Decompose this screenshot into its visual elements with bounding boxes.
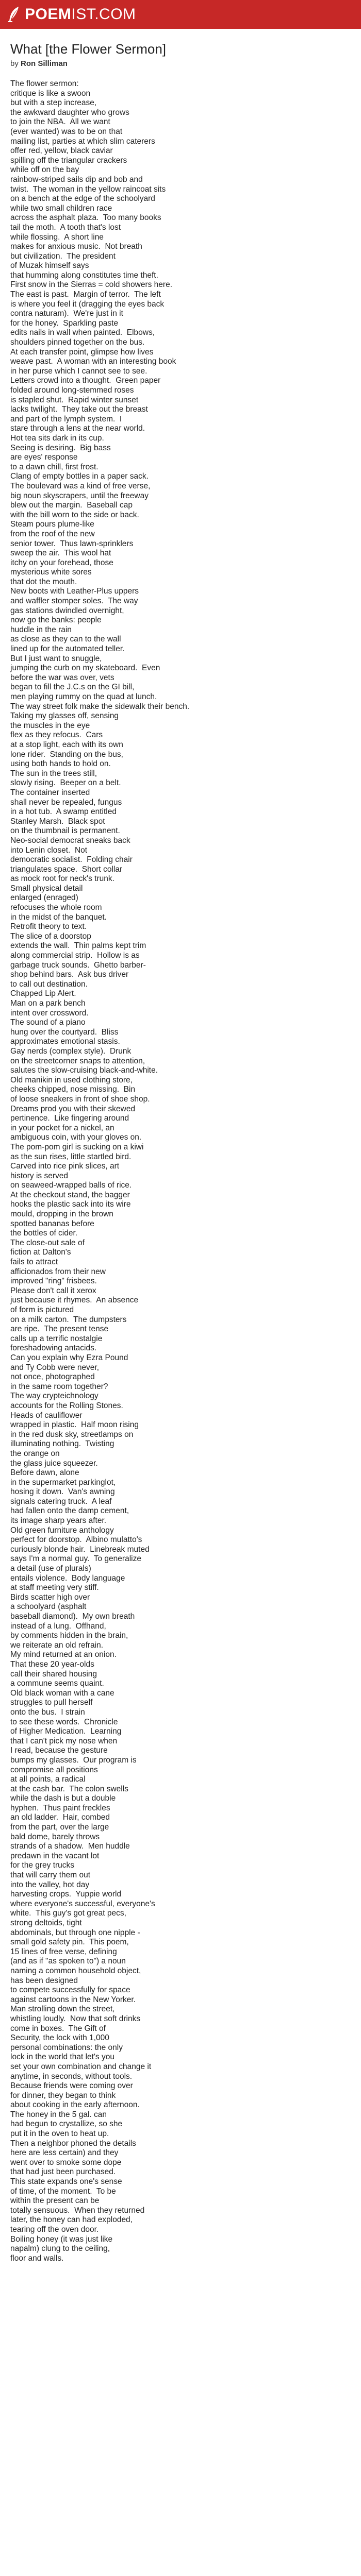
byline-prefix: by xyxy=(10,59,19,68)
poem-line: tearing off the oven door. xyxy=(10,2225,99,2234)
poem-line: Because friends were coming over xyxy=(10,2081,133,2091)
poem-line: weave past. A woman with an interesting book xyxy=(10,357,176,366)
poem-line: naming a common household object, xyxy=(10,1966,141,1975)
poem-line: in your pocket for a nickel, an xyxy=(10,1123,114,1132)
poem-line: for the grey trucks xyxy=(10,1861,75,1870)
poem-line: and waffler stomper soles. The way xyxy=(10,597,138,606)
poem-line: senior tower. Thus lawn-sprinklers xyxy=(10,539,134,548)
poem-line: here are less certain) and they xyxy=(10,2148,119,2158)
poem-line: the bottles of cider. xyxy=(10,1229,78,1238)
poem-line: while flossing. A short line xyxy=(10,232,104,242)
poem-line: had begun to crystallize, so she xyxy=(10,2120,123,2129)
poem-line: ambiguous coin, with your gloves on. xyxy=(10,1133,142,1142)
poem-line: now go the banks: people xyxy=(10,616,102,625)
poem-line: a commune seems quaint. xyxy=(10,1679,104,1688)
poem-line: in her purse which I cannot see to see. xyxy=(10,366,147,376)
poem-line: pertinence. Like fingering around xyxy=(10,1114,129,1123)
poem-line: sweep the air. This wool hat xyxy=(10,549,111,558)
poem-line: says I'm a normal guy. To generalize xyxy=(10,1554,141,1564)
poem-line: (ever wanted) was to be on that xyxy=(10,127,123,136)
poem-line: afficionados from their new xyxy=(10,1267,106,1276)
poem-body xyxy=(10,79,351,2263)
poem-line: The pom-pom girl is sucking on a kiwi xyxy=(10,1142,144,1151)
poem-line: instead of a lung. Offhand, xyxy=(10,1621,106,1631)
poem-line: The way crypteichnology xyxy=(10,1392,99,1401)
poem-line: Letters crowd into a thought. Green paper xyxy=(10,376,161,385)
poem-line: on seaweed-wrapped balls of rice. xyxy=(10,1181,132,1190)
poem-line: But I just want to snuggle, xyxy=(10,654,102,663)
poem-line: huddle in the rain xyxy=(10,625,72,634)
poem-line: This state expands one's sense xyxy=(10,2177,122,2187)
poem-line: where everyone's successful, everyone's xyxy=(10,1899,155,1908)
poem-line: baseball diamond). My own breath xyxy=(10,1612,135,1621)
poem-line: twist. The woman in the yellow raincoat sits xyxy=(10,184,166,194)
poem-line: of Higher Medication. Learning xyxy=(10,1727,122,1736)
poem-line: curiously blonde hair. Linebreak muted xyxy=(10,1545,150,1554)
poem-line: abdominals, but through one nipple - xyxy=(10,1928,140,1937)
poem-line: lacks twilight. They take out the breast xyxy=(10,405,148,414)
poem-line: 15 lines of free verse, defining xyxy=(10,1947,117,1956)
poem-line: First snow in the Sierras = cold showers here. xyxy=(10,280,173,290)
poem-line: Taking my glasses off, sensing xyxy=(10,711,119,721)
poem-line: blew out the margin. Baseball cap xyxy=(10,501,133,510)
poem-line: The sound of a piano xyxy=(10,1018,86,1027)
poem-line: At each transfer point, glimpse how lives xyxy=(10,347,154,357)
poem-line: makes for anxious music. Not breath xyxy=(10,242,142,251)
poem-line: is where you feel it (dragging the eyes back xyxy=(10,299,165,309)
poem-line: that had just been purchased. xyxy=(10,2167,116,2177)
poem-line: perfect for doorstop. Albino mulatto's xyxy=(10,1535,142,1545)
poem-title: What [the Flower Sermon] xyxy=(10,41,166,57)
poem-line: into the valley, hot day xyxy=(10,1880,90,1889)
poem-line: hosing it down. Van's awning xyxy=(10,1487,115,1497)
poem-line: put it in the oven to heat up. xyxy=(10,2129,109,2139)
quill-icon xyxy=(7,6,21,23)
poem-line: on the streetcorner snaps to attention, xyxy=(10,1056,145,1065)
poem-line: into Lenin closet. Not xyxy=(10,845,88,855)
poem-line: that humming along constitutes time theft. xyxy=(10,270,158,280)
poem-line: are eyes' response xyxy=(10,453,78,462)
poem-line: at a stop light, each with its own xyxy=(10,740,123,749)
poem-line: Boiling honey (it was just like xyxy=(10,2234,113,2244)
poem-line: whistling loudly. Now that soft drinks xyxy=(10,2014,141,2023)
poem-line: calls up a terrific nostalgie xyxy=(10,1334,103,1343)
poem-line: with the bill worn to the side or back. xyxy=(10,510,139,519)
poem-line: spotted bananas before xyxy=(10,1219,94,1228)
poem-line: offer red, yellow, black caviar xyxy=(10,146,113,156)
poem-line: its image sharp years after. xyxy=(10,1516,107,1526)
poem-line: white. This guy's got great pecs, xyxy=(10,1909,126,1918)
poem-line: to compete successfully for space xyxy=(10,1986,130,1995)
poem-line: Dreams prod you with their skewed xyxy=(10,1104,136,1113)
poem-line: as mock root for neck's trunk. xyxy=(10,874,114,884)
poem-line: spilling off the triangular crackers xyxy=(10,156,127,165)
poem-byline xyxy=(10,59,351,68)
poem-line: shop behind bars. Ask bus driver xyxy=(10,970,129,979)
poem-line: the glass juice squeezer. xyxy=(10,1459,98,1468)
poem-line: foreshadowing antacids. xyxy=(10,1344,97,1353)
poem-line: Hot tea sits dark in its cup. xyxy=(10,433,104,443)
poem-line: to call out destination. xyxy=(10,979,88,989)
poem-line: improved "ring" frisbees. xyxy=(10,1277,97,1286)
poem-line: wrapped in plastic. Half moon rising xyxy=(10,1420,139,1430)
poem-line: on a bench at the edge of the schoolyard xyxy=(10,194,155,204)
poem-line: anytime, in seconds, without tools. xyxy=(10,2072,133,2081)
poem-line: cheeks chipped, nose missing. Bin xyxy=(10,1085,136,1094)
poem-line: had fallen onto the damp cement, xyxy=(10,1506,129,1516)
poem-line: on a milk carton. The dumpsters xyxy=(10,1315,127,1324)
poem-line: The honey in the 5 gal. can xyxy=(10,2110,107,2119)
poem-line: harvesting crops. Yuppie world xyxy=(10,1890,122,1899)
poem-line: The boulevard was a kind of free verse, xyxy=(10,481,151,490)
poem-line: against cartoons in the New Yorker. xyxy=(10,1995,136,2004)
poem-line: itchy on your forehead, those xyxy=(10,558,113,567)
poem-line: The container inserted xyxy=(10,788,90,797)
poem-line: of time, of the moment. To be xyxy=(10,2187,116,2196)
poem-line: Small physical detail xyxy=(10,884,83,893)
poem-line: but civilization. The president xyxy=(10,251,116,261)
poem-line: accounts for the Rolling Stones. xyxy=(10,1401,123,1410)
poem-line: personal combinations: the only xyxy=(10,2043,123,2052)
poem-line: before the war was over, vets xyxy=(10,673,114,682)
poem-line: to join the NBA. All we want xyxy=(10,117,110,127)
poem-line: triangulates space. Short collar xyxy=(10,865,123,874)
poem-line: critique is like a swoon xyxy=(10,89,91,98)
poem-line: Stanley Marsh. Black spot xyxy=(10,817,105,826)
poem-line: Please don't call it xerox xyxy=(10,1286,96,1295)
poem-line: refocuses the whole room xyxy=(10,903,102,912)
poem-line: Heads of cauliflower xyxy=(10,1411,83,1420)
poem-line: Before dawn, alone xyxy=(10,1468,79,1478)
poem-line: Retrofit theory to text. xyxy=(10,922,87,931)
poem-line: At the checkout stand, the bagger xyxy=(10,1190,130,1199)
poem-line: lone rider. Standing on the bus, xyxy=(10,750,123,759)
poem-line: Man on a park bench xyxy=(10,999,86,1008)
poem-line: in the red dusk sky, streetlamps on xyxy=(10,1430,134,1439)
poem-line: tail the moth. A tooth that's lost xyxy=(10,223,121,232)
poem-line: at all points, a radical xyxy=(10,1775,86,1784)
poem-line: later, the honey can had exploded, xyxy=(10,2215,133,2225)
poem-line: contra naturam). We're just in it xyxy=(10,309,123,318)
poem-line: struggles to pull herself xyxy=(10,1698,93,1707)
poem-line: I read, because the gesture xyxy=(10,1746,108,1755)
poem-line: using both hands to hold on. xyxy=(10,759,111,769)
poem-line: New boots with Leather-Plus uppers xyxy=(10,587,139,596)
poem-line: Man strolling down the street, xyxy=(10,2005,115,2014)
poem-line: Can you explain why Ezra Pound xyxy=(10,1353,128,1362)
poem-line: rainbow-striped sails dip and bob and xyxy=(10,175,143,184)
poem-line: onto the bus. I strain xyxy=(10,1707,85,1717)
poem-line: fails to attract xyxy=(10,1258,58,1267)
poem-line: Gay nerds (complex style). Drunk xyxy=(10,1046,132,1056)
poem-line: democratic socialist. Folding chair xyxy=(10,855,133,865)
poem-line: small gold safety pin. This poem, xyxy=(10,1938,129,1947)
poem-line: the orange on xyxy=(10,1449,60,1458)
poem-line: (and as if "as spoken to") a noun xyxy=(10,1957,126,1966)
poem-line: while two small children race xyxy=(10,204,112,213)
poem-line: mould, dropping in the brown xyxy=(10,1210,113,1219)
poem-line: not once, photographed xyxy=(10,1372,95,1382)
poem-line: Clang of empty bottles in a paper sack. xyxy=(10,472,149,481)
poem-line: across the asphalt plaza. Too many books xyxy=(10,213,161,223)
poem-line: while the dash is but a double xyxy=(10,1794,116,1803)
poem-line: entails violence. Body language xyxy=(10,1573,125,1583)
poem-line: that dot the mouth. xyxy=(10,577,77,586)
poem-line: set your own combination and change it xyxy=(10,2062,152,2071)
poem-line: from the part, over the large xyxy=(10,1823,109,1832)
poem-line: Old manikin in used clothing store, xyxy=(10,1075,133,1084)
poem-line: Carved into rice pink slices, art xyxy=(10,1162,120,1171)
poem-line: The east is past. Margin of terror. The left xyxy=(10,290,161,299)
poem-line: The way street folk make the sidewalk their bench. xyxy=(10,702,190,711)
poem-line: for dinner, they began to think xyxy=(10,2091,116,2100)
poem-line: extends the wall. Thin palms kept trim xyxy=(10,941,146,951)
poem-line: while off on the bay xyxy=(10,165,79,175)
poem-line: a detail (use of plurals) xyxy=(10,1564,91,1573)
poem-line: to see these words. Chronicle xyxy=(10,1717,118,1726)
poem-line: the awkward daughter who grows xyxy=(10,108,129,117)
poem-line: on the thumbnail is permanent. xyxy=(10,826,120,836)
poem-line: intent over crossword. xyxy=(10,1008,89,1018)
poem-line: of form is pictured xyxy=(10,1306,74,1314)
poem-line: gas stations dwindled overnight, xyxy=(10,606,124,615)
poem-line: has been designed xyxy=(10,1976,78,1985)
poem-line: strands of a shadow. Men huddle xyxy=(10,1842,130,1851)
poem-line: in the supermarket parkinglot, xyxy=(10,1478,116,1487)
poem-line: bumps my glasses. Our program is xyxy=(10,1755,137,1765)
poem-line: along commercial strip. Hollow is as xyxy=(10,951,140,960)
poem-line: lined up for the automated teller. xyxy=(10,645,125,654)
poem-line: The close-out sale of xyxy=(10,1238,85,1247)
poem-line: strong deltoids, tight xyxy=(10,1919,82,1927)
poem-line: enlarged (enraged) xyxy=(10,893,78,903)
site-header xyxy=(0,0,361,29)
poem-line: an old ladder. Hair, combed xyxy=(10,1813,110,1822)
poem-line: call their shared housing xyxy=(10,1669,97,1679)
poem-line: flex as they refocus. Cars xyxy=(10,731,103,740)
poem-line: about cooking in the early afternoon. xyxy=(10,2100,140,2110)
poem-line: men playing rummy on the quad at lunch. xyxy=(10,692,157,701)
poem-line: in the same room together? xyxy=(10,1382,108,1391)
poem-line: Security, the lock with 1,000 xyxy=(10,2033,109,2043)
poem-line: are ripe. The present tense xyxy=(10,1325,109,1334)
logo-text: POEMIST.COM xyxy=(25,6,136,23)
poem-line: the muscles in the eye xyxy=(10,721,90,730)
poem-line: at the cash bar. The colon swells xyxy=(10,1784,128,1793)
poem-line: bald dome, barely throws xyxy=(10,1832,100,1841)
poem-content xyxy=(0,29,361,2576)
poem-line: lock in the world that let's you xyxy=(10,2053,114,2062)
poem-line: and Ty Cobb were never, xyxy=(10,1363,100,1372)
poem-line: Steam pours plume-like xyxy=(10,520,94,529)
poem-line: signals catering truck. A leaf xyxy=(10,1497,112,1506)
poem-line: shoulders pinned together on the bus. xyxy=(10,338,145,347)
poem-line: at staff meeting very stiff. xyxy=(10,1583,99,1592)
poem-line: is stapled shut. Rapid winter sunset xyxy=(10,395,139,404)
poem-line: The slice of a doorstop xyxy=(10,931,91,941)
poem-line: hung over the courtyard. Bliss xyxy=(10,1027,119,1037)
poem-line: illuminating nothing. Twisting xyxy=(10,1439,114,1449)
poem-line: as close as they can to the wall xyxy=(10,635,121,644)
author-link[interactable]: Ron Silliman xyxy=(21,59,68,68)
poem-line: garbage truck sounds. Ghetto barber- xyxy=(10,960,146,970)
poem-line: mailing list, parties at which slim caterers xyxy=(10,137,155,146)
poem-line: Birds scatter high over xyxy=(10,1592,90,1602)
poem-line: just because it rhymes. An absence xyxy=(10,1296,139,1305)
poem-line: hooks the plastic sack into its wire xyxy=(10,1200,131,1209)
poem-line: in the midst of the banquet. xyxy=(10,912,107,922)
poem-line: napalm) clung to the ceiling, xyxy=(10,2244,110,2253)
poem-line: we reiterate an old refrain. xyxy=(10,1640,104,1650)
poem-line: began to fill the J.C.s on the GI bill, xyxy=(10,683,135,692)
poem-line: The sun in the trees still, xyxy=(10,769,97,778)
poem-line: in a hot tub. A swamp entitled xyxy=(10,807,117,817)
poem-line: Old black woman with a cane xyxy=(10,1688,114,1698)
poem-line: floor and walls. xyxy=(10,2253,64,2263)
poem-line: by comments hidden in the brain, xyxy=(10,1631,128,1640)
poem-line: that I can't pick my nose when xyxy=(10,1736,118,1745)
poem-line: come in boxes. The Gift of xyxy=(10,2024,106,2033)
poem-line: Neo-social democrat sneaks back xyxy=(10,836,130,845)
poem-line: Old green furniture anthology xyxy=(10,1526,114,1535)
poem-line: approximates emotional stasis. xyxy=(10,1037,120,1046)
poem-line: The flower sermon: xyxy=(10,79,79,88)
poem-line: to a dawn chill, first frost. xyxy=(10,462,99,471)
poem-line: hyphen. Thus paint freckles xyxy=(10,1803,110,1812)
poem-line: Seeing is desiring. Big bass xyxy=(10,443,111,452)
poem-line: big noun skyscrapers, until the freeway xyxy=(10,491,149,500)
site-logo[interactable] xyxy=(7,6,136,23)
poem-line: totally sensuous. When they returned xyxy=(10,2206,145,2215)
poem-line: from the roof of the new xyxy=(10,529,95,538)
poem-line: predawn in the vacant lot xyxy=(10,1851,100,1860)
poem-line: edits nails in wall when painted. Elbows, xyxy=(10,328,155,337)
poem-line: shall never be repealed, fungus xyxy=(10,798,122,807)
poem-line: but with a step increase, xyxy=(10,98,97,108)
poem-line: My mind returned at an onion. xyxy=(10,1650,117,1659)
poem-line: jumping the curb on my skateboard. Even xyxy=(10,664,160,673)
poem-line: folded around long-stemmed roses xyxy=(10,386,134,395)
poem-line: within the present can be xyxy=(10,2196,100,2206)
poem-line: for the honey. Sparkling paste xyxy=(10,318,119,328)
poem-line: that will carry them out xyxy=(10,1871,91,1880)
poem-line: fiction at Dalton's xyxy=(10,1248,71,1257)
poem-line: compromise all positions xyxy=(10,1765,98,1774)
poem-line: stare through a lens at the near world. xyxy=(10,424,145,433)
poem-line: mysterious white sores xyxy=(10,568,92,577)
poem-line: of Muzak himself says xyxy=(10,261,89,270)
poem-line: and part of the lymph system. I xyxy=(10,414,122,423)
poem-line: That these 20 year-olds xyxy=(10,1659,94,1669)
poem-line: went over to smoke some dope xyxy=(10,2158,122,2167)
poem-line: Then a neighbor phoned the details xyxy=(10,2139,136,2148)
poem-line: as the sun rises, little startled bird. xyxy=(10,1152,132,1161)
poem-line: a schoolyard (asphalt xyxy=(10,1602,87,1612)
poem-line: salutes the slow-cruising black-and-white. xyxy=(10,1066,158,1075)
poem-line: slowly rising. Beeper on a belt. xyxy=(10,778,121,788)
poem-line: of loose sneakers in front of shoe shop. xyxy=(10,1094,150,1104)
poem-line: Chapped Lip Alert. xyxy=(10,989,76,998)
poem-line: history is served xyxy=(10,1171,68,1180)
